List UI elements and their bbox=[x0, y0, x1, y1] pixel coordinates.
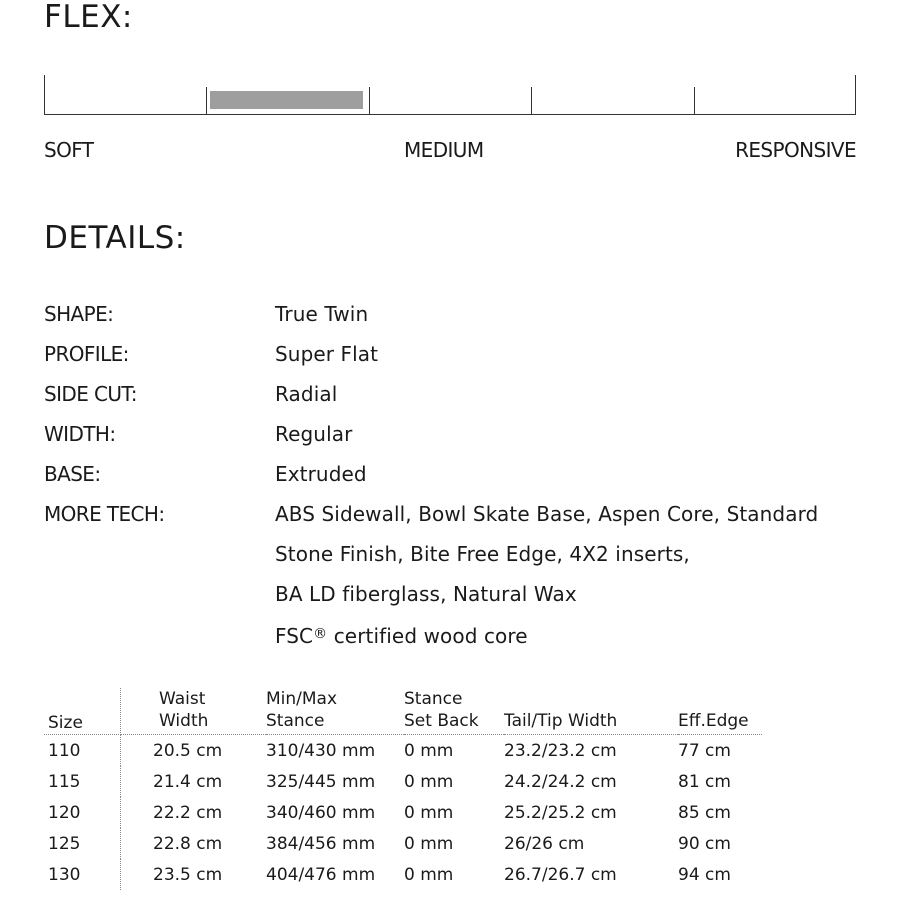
cell-min-max-stance: 340/460 mm bbox=[266, 802, 376, 823]
header-stance-set-back bbox=[404, 688, 504, 735]
header-line: Stance bbox=[404, 689, 463, 709]
cell-min-max-stance: 310/430 mm bbox=[266, 740, 376, 761]
table-row bbox=[44, 859, 762, 890]
cell-stance-set-back: 0 mm bbox=[404, 833, 454, 854]
detail-row-base bbox=[44, 454, 874, 494]
flex-scale-tick bbox=[369, 87, 370, 115]
cell-tail-tip-width: 23.2/23.2 cm bbox=[504, 740, 617, 761]
header-line: Width bbox=[159, 711, 209, 731]
detail-value bbox=[275, 294, 368, 334]
fsc-suffix: certified wood core bbox=[327, 624, 528, 648]
header-line: Min/Max bbox=[266, 689, 338, 709]
header-line: Stance bbox=[266, 711, 325, 731]
cell-tail-tip-width: 24.2/24.2 cm bbox=[504, 771, 617, 792]
fsc-line bbox=[275, 614, 818, 654]
details-heading: DETAILS: bbox=[44, 220, 186, 256]
cell-tail-tip-width: 26.7/26.7 cm bbox=[504, 864, 617, 885]
header-line: Eff.Edge bbox=[678, 711, 749, 731]
detail-row-profile bbox=[44, 334, 874, 374]
cell-stance-set-back: 0 mm bbox=[404, 802, 454, 823]
detail-value bbox=[275, 374, 337, 414]
size-table-header-row bbox=[44, 688, 762, 735]
size-table-body bbox=[44, 735, 762, 891]
flex-label-responsive: RESPONSIVE bbox=[735, 138, 856, 162]
flex-heading: FLEX: bbox=[44, 0, 133, 35]
header-line: Waist bbox=[159, 689, 206, 709]
header-line: Size bbox=[48, 713, 83, 733]
cell-min-max-stance: 325/445 mm bbox=[266, 771, 376, 792]
cell-stance-set-back: 0 mm bbox=[404, 771, 454, 792]
flex-label-soft: SOFT bbox=[44, 138, 94, 162]
cell-waist-width: 21.4 cm bbox=[153, 771, 223, 792]
cell-eff-edge: 90 cm bbox=[678, 833, 731, 854]
detail-value-line: True Twin bbox=[275, 302, 369, 326]
flex-scale-tick bbox=[44, 75, 45, 115]
cell-waist-width: 22.8 cm bbox=[153, 833, 223, 854]
detail-value bbox=[275, 454, 367, 494]
header-line: Tail/Tip Width bbox=[504, 711, 618, 731]
detail-value bbox=[275, 414, 352, 454]
detail-key: BASE: bbox=[44, 462, 101, 486]
detail-value-line: BA LD fiberglass, Natural Wax bbox=[275, 582, 577, 606]
flex-rating-fill bbox=[210, 91, 363, 109]
detail-value-line: Radial bbox=[275, 382, 338, 406]
flex-scale-tick bbox=[206, 87, 207, 115]
flex-scale-tick bbox=[531, 87, 532, 115]
cell-min-max-stance: 404/476 mm bbox=[266, 864, 376, 885]
header-tail-tip-width bbox=[504, 688, 678, 735]
header-eff-edge bbox=[678, 688, 762, 735]
detail-key: SIDE CUT: bbox=[44, 382, 137, 406]
cell-stance-set-back: 0 mm bbox=[404, 740, 454, 761]
cell-size: 125 bbox=[44, 828, 121, 859]
registered-mark: ® bbox=[313, 626, 328, 642]
cell-eff-edge: 94 cm bbox=[678, 864, 731, 885]
cell-waist-width: 20.5 cm bbox=[153, 740, 223, 761]
header-line: Set Back bbox=[404, 711, 479, 731]
cell-size: 130 bbox=[44, 859, 121, 890]
size-table bbox=[44, 688, 762, 890]
table-row bbox=[44, 828, 762, 859]
detail-value bbox=[275, 334, 378, 374]
detail-key: PROFILE: bbox=[44, 342, 129, 366]
flex-label-medium: MEDIUM bbox=[404, 138, 484, 162]
cell-waist-width: 22.2 cm bbox=[153, 802, 223, 823]
table-row bbox=[44, 766, 762, 797]
flex-scale-baseline bbox=[44, 114, 856, 115]
cell-size: 120 bbox=[44, 797, 121, 828]
header-waist-width bbox=[121, 688, 267, 735]
cell-eff-edge: 85 cm bbox=[678, 802, 731, 823]
detail-row-side-cut bbox=[44, 374, 874, 414]
table-row bbox=[44, 735, 762, 767]
cell-size: 115 bbox=[44, 766, 121, 797]
cell-tail-tip-width: 26/26 cm bbox=[504, 833, 585, 854]
cell-eff-edge: 77 cm bbox=[678, 740, 731, 761]
detail-row-more-tech bbox=[44, 494, 874, 654]
detail-value bbox=[275, 494, 818, 654]
cell-stance-set-back: 0 mm bbox=[404, 864, 454, 885]
header-min-max-stance bbox=[266, 688, 404, 735]
cell-tail-tip-width: 25.2/25.2 cm bbox=[504, 802, 617, 823]
cell-waist-width: 23.5 cm bbox=[153, 864, 223, 885]
detail-key: MORE TECH: bbox=[44, 502, 165, 526]
detail-value-line: Extruded bbox=[275, 462, 367, 486]
flex-scale bbox=[44, 75, 856, 115]
cell-min-max-stance: 384/456 mm bbox=[266, 833, 376, 854]
cell-eff-edge: 81 cm bbox=[678, 771, 731, 792]
fsc-prefix: FSC bbox=[275, 624, 314, 648]
detail-key: WIDTH: bbox=[44, 422, 116, 446]
detail-value-line: Stone Finish, Bite Free Edge, 4X2 inserts, bbox=[275, 542, 690, 566]
detail-value-line: ABS Sidewall, Bowl Skate Base, Aspen Core, Standard bbox=[275, 502, 819, 526]
detail-value-line: Regular bbox=[275, 422, 353, 446]
detail-row-width bbox=[44, 414, 874, 454]
details-list bbox=[44, 294, 874, 654]
detail-key: SHAPE: bbox=[44, 302, 114, 326]
detail-value-line: Super Flat bbox=[275, 342, 379, 366]
header-size bbox=[44, 688, 121, 735]
detail-row-shape bbox=[44, 294, 874, 334]
table-row bbox=[44, 797, 762, 828]
cell-size: 110 bbox=[44, 735, 121, 767]
flex-scale-tick bbox=[694, 87, 695, 115]
flex-scale-tick bbox=[855, 75, 856, 115]
